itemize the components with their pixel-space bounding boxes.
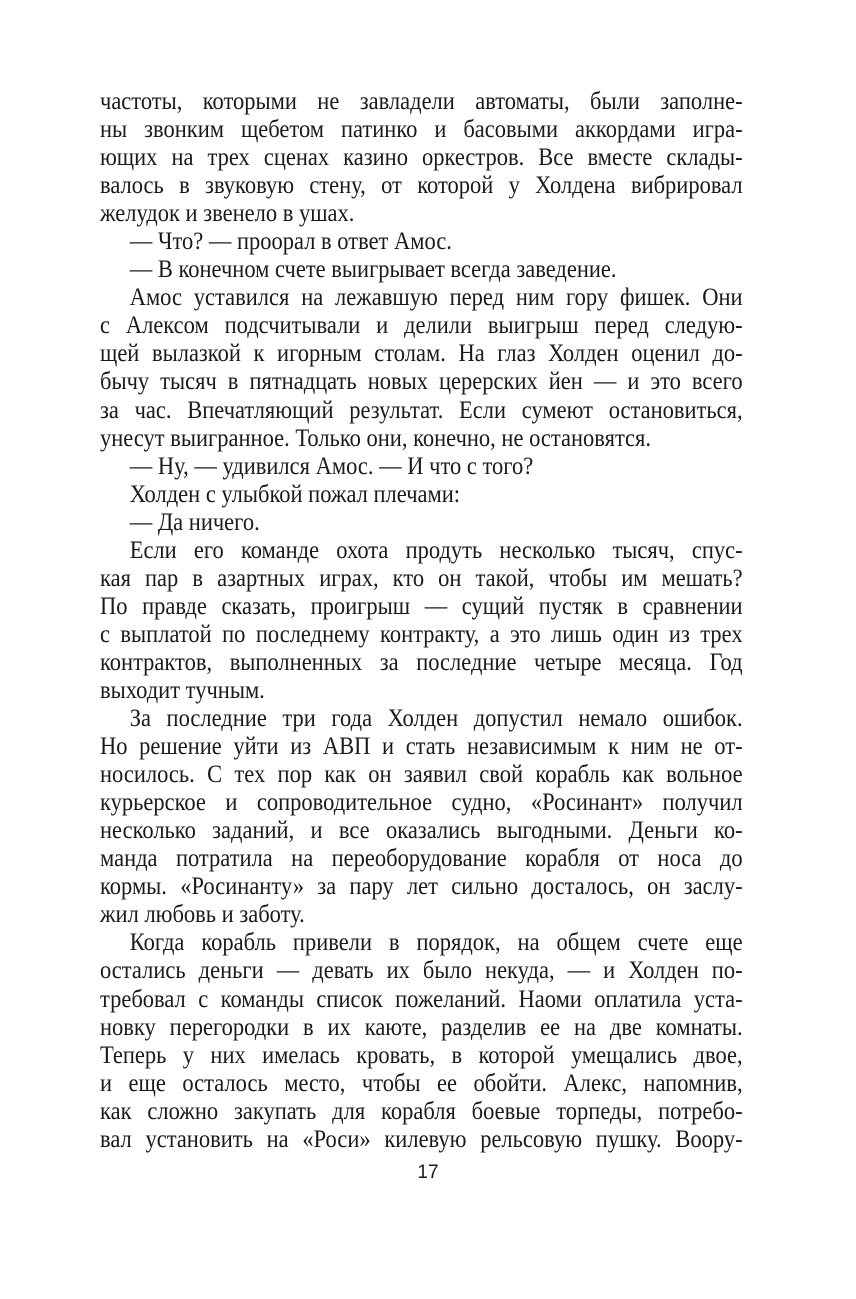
text-line: желудок и звенело в ушах. — [100, 200, 355, 228]
text-line: с Алексом подсчитывали и делили выигрыш перед следую- — [100, 312, 743, 340]
text-line: носилось. С тех пор как он заявил свой корабль как вольное — [100, 761, 743, 789]
text-line: — Да ничего. — [129, 508, 260, 536]
text-line: кая пар в азартных играх, кто он такой, чтобы им мешать? — [100, 564, 743, 592]
page-body-text — [100, 88, 743, 1154]
page-number: 17 — [417, 1162, 439, 1183]
paragraph — [100, 705, 743, 929]
text-line: Амос уставился на лежавшую перед ним гору фишек. Они — [129, 284, 743, 312]
text-line: выходит тучным. — [100, 676, 265, 704]
text-line: с выплатой по последнему контракту, а это лишь один из трех — [100, 620, 743, 648]
paragraph — [100, 509, 743, 537]
text-line: ны звонким щебетом патинко и басовыми аккордами игра- — [100, 116, 743, 144]
paragraph — [100, 88, 743, 228]
text-line: Но решение уйти из АВП и стать независимым к ним не от- — [100, 733, 743, 761]
text-line: вал установить на «Роси» килевую рельсовую пушку. Воору- — [100, 1125, 743, 1153]
text-line: как сложно закупать для корабля боевые торпеды, потребо- — [100, 1097, 743, 1125]
text-line: унесут выигранное. Только они, конечно, не остановятся. — [100, 424, 652, 452]
text-line: манда потратила на переоборудование корабля от носа до — [100, 845, 743, 873]
text-line: бычу тысяч в пятнадцать новых церерских йен — и это всего — [100, 368, 743, 396]
text-line: курьерское и сопроводительное судно, «Росинант» получил — [100, 789, 743, 817]
text-line: Когда корабль привели в порядок, на общем счете еще — [129, 929, 743, 957]
paragraph — [100, 228, 743, 256]
text-line: По правде сказать, проигрыш — сущий пустяк в сравнении — [100, 592, 743, 620]
text-line: остались деньги — девать их было некуда, — и Холден по- — [100, 957, 743, 985]
text-line: новку перегородки в их каюте, разделив ее на две комнаты. — [100, 1013, 743, 1041]
text-line: частоты, которыми не завладели автоматы, были заполне- — [100, 88, 743, 115]
text-line: контрактов, выполненных за последние четыре месяца. Год — [100, 648, 743, 676]
paragraph — [100, 929, 743, 1153]
paragraph — [100, 284, 743, 452]
text-line: ющих на трех сценах казино оркестров. Все вместе склады- — [100, 144, 743, 172]
text-line: требовал с команды список пожеланий. Наоми оплатила уста- — [100, 985, 743, 1013]
text-line: За последние три года Холден допустил немало ошибок. — [129, 705, 743, 733]
text-line: — Что? — проорал в ответ Амос. — [129, 228, 452, 256]
text-line: Холден с улыбкой пожал плечами: — [129, 480, 461, 508]
text-line: жил любовь и заботу. — [100, 901, 305, 929]
text-line: — Ну, — удивился Амос. — И что с того? — [129, 452, 534, 480]
paragraph — [100, 453, 743, 481]
paragraph — [100, 481, 743, 509]
text-line: за час. Впечатляющий результат. Если сумеют остановиться, — [100, 396, 743, 424]
text-line: кормы. «Росинанту» за пару лет сильно досталось, он заслу- — [100, 873, 743, 901]
text-line: — В конечном счете выигрывает всегда заведение. — [129, 256, 617, 284]
paragraph — [100, 256, 743, 284]
text-line: несколько заданий, и все оказались выгодными. Деньги ко- — [100, 817, 743, 845]
paragraph — [100, 537, 743, 705]
text-line: щей вылазкой к игорным столам. На глаз Холден оценил до- — [100, 340, 743, 368]
text-line: Теперь у них имелась кровать, в которой умещались двое, — [100, 1041, 743, 1069]
text-line: валось в звуковую стену, от которой у Холдена вибрировал — [100, 172, 743, 200]
text-line: и еще осталось место, чтобы ее обойти. Алекс, напомнив, — [100, 1069, 743, 1097]
text-line: Если его команде охота продуть несколько тысяч, спус- — [129, 536, 743, 564]
